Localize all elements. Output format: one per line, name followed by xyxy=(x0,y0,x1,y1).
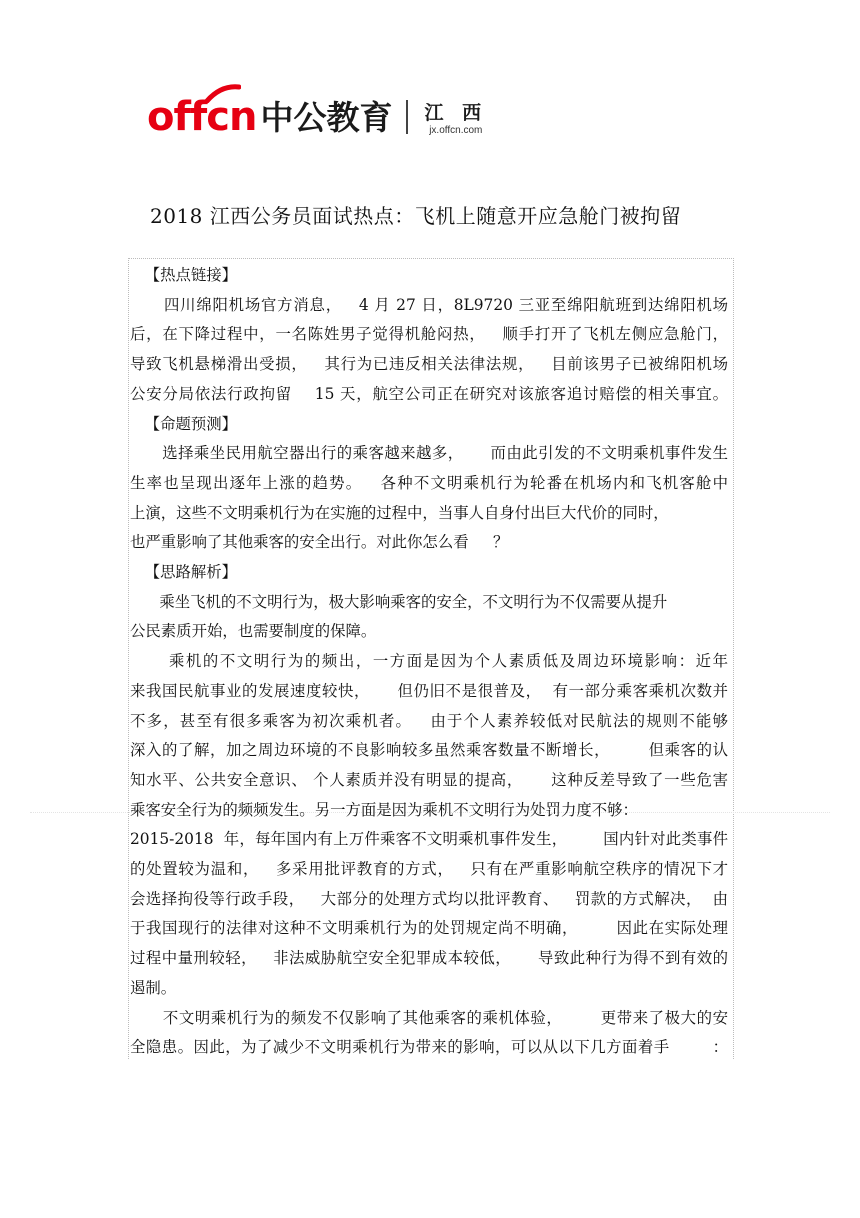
article-line: 【热点链接】 xyxy=(130,266,238,284)
region-url: jx.offcn.com xyxy=(429,125,483,136)
logo-divider xyxy=(406,100,408,134)
article-line: 乘客安全行为的频频发生。另一方面是因为乘机不文明行为处罚力度不够： xyxy=(130,800,638,819)
article-line: 知水平、公共安全意识、 个人素质并没有明显的提高， 这种反差导致了一些危害 xyxy=(130,770,728,789)
brand-logo xyxy=(147,92,487,142)
logo-region xyxy=(424,98,487,136)
article-line: 全隐患。因此，为了减少不文明乘机行为带来的影响，可以从以下几方面着手 ： xyxy=(130,1038,728,1057)
article-line: 的处置较为温和， 多采用批评教育的方式， 只有在严重影响航空秩序的情况下才 xyxy=(130,860,728,878)
article-line: 于我国现行的法律对这种不文明乘机行为的处罚规定尚不明确， 因此在实际处理 xyxy=(130,919,728,938)
article-line: 乘坐飞机的不文明行为，极大影响乘客的安全，不文明行为不仅需要从提升 xyxy=(130,592,668,611)
region-name: 江 西 xyxy=(424,102,488,124)
article-line: 【思路解析】 xyxy=(130,563,238,581)
article-line: 深入的了解，加之周边环境的不良影响较多虽然乘客数量不断增长， 但乘客的认 xyxy=(130,741,728,760)
logo-swoosh-icon xyxy=(205,83,241,103)
logo-wordmark: offcn xyxy=(147,97,256,137)
article-line: 来我国民航事业的发展速度较快， 但仍旧不是很普及， 有一部分乘客乘机次数并 xyxy=(130,681,728,700)
article-line: 公安分局依法行政拘留 15 天，航空公司正在研究对该旅客追讨赔偿的相关事宜。 xyxy=(130,384,728,403)
article-line: 四川绵阳机场官方消息， 4 月 27 日，8L9720 三亚至绵阳航班到达绵阳机场 xyxy=(130,295,728,314)
article-line: 2015-2018 年，每年国内有上万件乘客不文明乘机事件发生， 国内针对此类事件 xyxy=(130,830,728,849)
page-title: 2018 江西公务员面试热点：飞机上随意开应急舱门被拘留 xyxy=(150,204,682,228)
article-line: 公民素质开始，也需要制度的保障。 xyxy=(130,622,377,641)
article-line: 后，在下降过程中，一名陈姓男子觉得机舱闷热， 顺手打开了飞机左侧应急舱门， xyxy=(130,325,728,344)
article-line: 也严重影响了其他乘客的安全出行。对此你怎么看 ？ xyxy=(130,533,509,552)
article-line: 不文明乘机行为的频发不仅影响了其他乘客的乘机体验， 更带来了极大的安 xyxy=(130,1008,728,1027)
logo-chinese-text: 中公教育 xyxy=(260,97,393,137)
article-line: 会选择拘役等行政手段， 大部分的处理方式均以批评教育、 罚款的方式解决， 由 xyxy=(130,889,728,908)
article-line: 不多，甚至有很多乘客为初次乘机者。 由于个人素养较低对民航法的规则不能够 xyxy=(130,711,728,730)
article-line: 生率也呈现出逐年上涨的趋势。 各种不文明乘机行为轮番在机场内和飞机客舱中 xyxy=(130,473,728,492)
article-line: 乘机的不文明行为的频出，一方面是因为个人素质低及周边环境影响：近年 xyxy=(130,652,728,671)
article-line: 【命题预测】 xyxy=(130,414,238,433)
article-line: 过程中量刑较轻， 非法威胁航空安全犯罪成本较低， 导致此种行为得不到有效的 xyxy=(130,949,728,968)
article-line: 选择乘坐民用航空器出行的乘客越来越多， 而由此引发的不文明乘机事件发生 xyxy=(130,444,728,463)
article-line: 导致飞机悬梯滑出受损， 其行为已违反相关法律法规， 目前该男子已被绵阳机场 xyxy=(130,355,728,374)
article-line: 遏制。 xyxy=(130,978,177,997)
article-line: 上演，这些不文明乘机行为在实施的过程中，当事人自身付出巨大代价的同时， xyxy=(130,503,669,522)
